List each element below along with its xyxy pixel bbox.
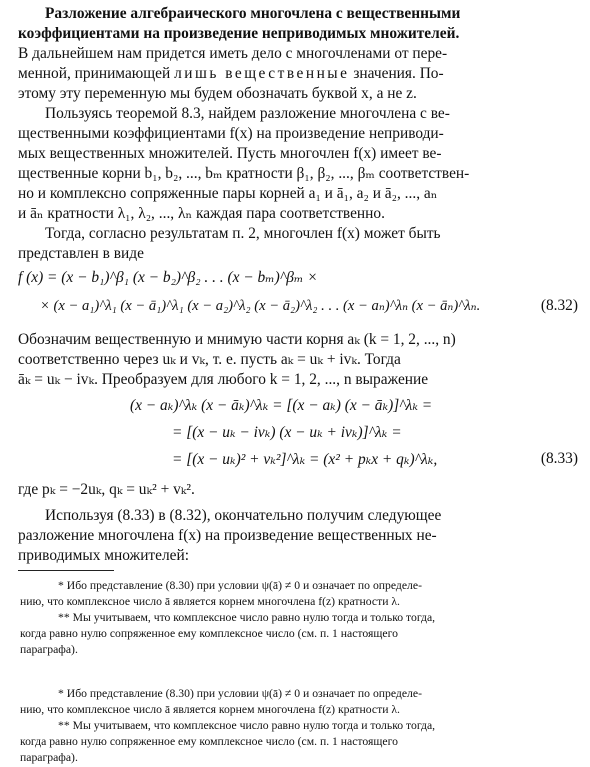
paragraph-line: щественные корни b₁, b₂, ..., bₘ кратности β₁, β₂, ..., βₘ соответствен- [18, 165, 470, 182]
paragraph-line: но и комплексно сопряженные пары корней a₁ и ā₁, a₂ и ā₂, ..., aₙ [18, 185, 438, 202]
paragraph-line: приводимых множителей: [18, 547, 190, 564]
section-heading-line-2: коэффициентами на произведение неприводимых множителей. [18, 25, 460, 42]
equation-8-33-line-2: = [(x − uₖ − ivₖ) (x − uₖ + ivₖ)]^λₖ = [172, 424, 402, 441]
equation-8-32-line-2: × (x − a₁)^λ₁ (x − ā₁)^λ₁ (x − a₂)^λ₂ (x − ā₂)^λ₂ . . . (x − aₙ)^λₙ (x − āₙ)^λₙ. [40, 298, 481, 314]
paragraph-line: мых вещественных множителей. Пусть многочлен f(x) имеет ве- [18, 145, 442, 162]
text-span: значения. По- [353, 65, 444, 82]
text-span: менной, принимающей [18, 65, 171, 82]
equation-8-33-line-3: = [(x − uₖ)² + vₖ²]^λₖ = (x² + pₖx + qₖ)^λₖ, [172, 451, 438, 468]
spaced-emphasis: лишь вещественные [174, 65, 350, 82]
paragraph-line: В дальнейшем нам придется иметь дело с многочленами от пере- [18, 45, 448, 62]
equation-number-8-33: (8.33) [540, 450, 578, 467]
section-heading-line-1: Разложение алгебраического многочлена с вещественными [45, 5, 461, 22]
equation-8-33-line-1: (x − aₖ)^λₖ (x − āₖ)^λₖ = [(x − aₖ) (x − āₖ)]^λₖ = [130, 397, 433, 414]
paragraph-line: Используя (8.33) в (8.32), окончательно получим следующее [45, 507, 442, 524]
paragraph-line: āₖ = uₖ − ivₖ. Преобразуем для любого k = 1, 2, ..., n выражение [18, 371, 429, 388]
paragraph-line: Обозначим вещественную и мнимую части корня aₖ (k = 1, 2, ..., n) [18, 331, 456, 348]
paragraph-line [18, 64, 444, 83]
footnote-line: когда равно нулю сопряженное ему комплексное число (см. п. 1 настоящего [20, 627, 398, 640]
paragraph-line: Тогда, согласно результатам п. 2, многочлен f(x) может быть [45, 225, 441, 242]
footnote-rule [18, 570, 114, 571]
footnote-line: нию, что комплексное число ā является корнем многочлена f(z) кратности λ. [20, 703, 400, 716]
footnote-line: ** Мы учитываем, что комплексное число равно нулю тогда и только тогда, [58, 611, 436, 624]
equation-number-8-32: (8.32) [540, 297, 578, 314]
footnote-line: ** Мы учитываем, что комплексное число равно нулю тогда и только тогда, [58, 719, 436, 732]
paragraph-line: Пользуясь теоремой 8.3, найдем разложение многочлена с ве- [45, 105, 450, 122]
footnote-line: * Ибо представление (8.30) при условии ψ(ā) ≠ 0 и означает по определе- [58, 687, 422, 700]
footnote-line: * Ибо представление (8.30) при условии ψ(ā) ≠ 0 и означает по определе- [58, 579, 422, 592]
paragraph-line: этому эту переменную мы будем обозначать буквой x, а не z. [18, 85, 417, 102]
paragraph-line: и āₙ кратности λ₁, λ₂, ..., λₙ каждая пара соответственно. [18, 205, 385, 222]
equation-8-32-line-1: f (x) = (x − b₁)^β₁ (x − b₂)^β₂ . . . (x − bₘ)^βₘ × [18, 269, 318, 286]
footnote-line: параграфа). [20, 643, 78, 656]
footnote-line: нию, что комплексное число ā является корнем многочлена f(z) кратности λ. [20, 595, 400, 608]
paragraph-line: соответственно через uₖ и vₖ, т. е. пусть aₖ = uₖ + ivₖ. Тогда [18, 351, 401, 368]
paragraph-line: щественными коэффициентами f(x) на произведение неприводи- [18, 125, 444, 142]
paragraph-line: разложение многочлена f(x) на произведение вещественных не- [18, 527, 437, 544]
paragraph-line: где pₖ = −2uₖ, qₖ = uₖ² + vₖ². [18, 481, 195, 498]
footnote-line: когда равно нулю сопряженное ему комплексное число (см. п. 1 настоящего [20, 735, 398, 748]
footnote-line: параграфа). [20, 751, 78, 764]
paragraph-line: представлен в виде [18, 245, 144, 262]
